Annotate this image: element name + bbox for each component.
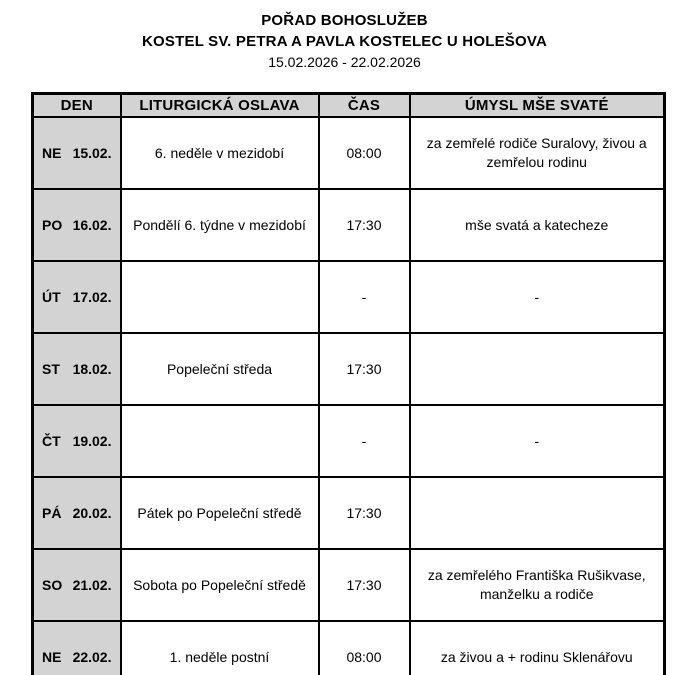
- day-abbrev: ČT: [42, 432, 61, 449]
- table-row: [33, 405, 665, 477]
- day-abbrev: PO: [42, 216, 63, 233]
- day-cell: [33, 549, 121, 621]
- table-row: [33, 477, 665, 549]
- column-header-liturgicka-oslava: LITURGICKÁ OSLAVA: [121, 94, 319, 118]
- day-date: 22.02.: [72, 648, 112, 665]
- time-cell: 17:30: [319, 333, 410, 405]
- celebration-cell: 1. neděle postní: [121, 621, 319, 675]
- time-cell: 17:30: [319, 477, 410, 549]
- day-wrap: [40, 360, 114, 379]
- time-cell: 17:30: [319, 549, 410, 621]
- celebration-cell: Popeleční středa: [121, 333, 319, 405]
- intention-cell: -: [410, 261, 665, 333]
- table-row: [33, 621, 665, 675]
- time-cell: 17:30: [319, 189, 410, 261]
- day-wrap: [40, 576, 114, 595]
- day-date: 17.02.: [72, 288, 112, 305]
- day-cell: [33, 189, 121, 261]
- time-cell: -: [319, 405, 410, 477]
- time-cell: 08:00: [319, 117, 410, 189]
- day-wrap: [40, 648, 114, 667]
- day-cell: [33, 333, 121, 405]
- day-date: 21.02.: [72, 576, 112, 593]
- celebration-cell: [121, 405, 319, 477]
- page-subtitle: KOSTEL SV. PETRA A PAVLA KOSTELEC U HOLEŠOVA: [142, 33, 547, 50]
- day-abbrev: ST: [42, 360, 60, 377]
- table-row: [33, 333, 665, 405]
- table-row: [33, 549, 665, 621]
- column-header-den: DEN: [33, 94, 121, 118]
- intention-cell: mše svatá a katecheze: [410, 189, 665, 261]
- table-row: [33, 189, 665, 261]
- day-date: 18.02.: [72, 360, 112, 377]
- day-abbrev: NE: [42, 648, 62, 665]
- day-wrap: [40, 216, 114, 235]
- day-abbrev: PÁ: [42, 504, 62, 521]
- document-header: [0, 0, 689, 73]
- day-abbrev: ÚT: [42, 288, 61, 305]
- day-cell: [33, 405, 121, 477]
- page-title: POŘAD BOHOSLUŽEB: [261, 12, 428, 29]
- table-row: [33, 117, 665, 189]
- day-abbrev: NE: [42, 144, 62, 161]
- table-header-row: [33, 94, 665, 118]
- day-wrap: [40, 504, 114, 523]
- time-cell: 08:00: [319, 621, 410, 675]
- intention-cell: -: [410, 405, 665, 477]
- celebration-cell: Pátek po Popeleční středě: [121, 477, 319, 549]
- date-range: 15.02.2026 - 22.02.2026: [268, 54, 421, 70]
- table-row: [33, 261, 665, 333]
- column-header-umysl-mse-svate: ÚMYSL MŠE SVATÉ: [410, 94, 665, 118]
- day-wrap: [40, 144, 114, 163]
- intention-cell: [410, 333, 665, 405]
- day-date: 19.02.: [72, 432, 112, 449]
- celebration-cell: 6. neděle v mezidobí: [121, 117, 319, 189]
- day-wrap: [40, 288, 114, 307]
- day-date: 15.02.: [72, 144, 112, 161]
- celebration-cell: [121, 261, 319, 333]
- day-date: 20.02.: [72, 504, 112, 521]
- intention-cell: [410, 477, 665, 549]
- time-cell: -: [319, 261, 410, 333]
- intention-cell: za zemřelého Františka Rušikvase, manželku a rodiče: [410, 549, 665, 621]
- column-header-cas: ČAS: [319, 94, 410, 118]
- day-cell: [33, 477, 121, 549]
- day-wrap: [40, 432, 114, 451]
- celebration-cell: Sobota po Popeleční středě: [121, 549, 319, 621]
- schedule-table: [31, 92, 666, 675]
- day-abbrev: SO: [42, 576, 63, 593]
- intention-cell: za zemřelé rodiče Suralovy, živou a zemřelou rodinu: [410, 117, 665, 189]
- celebration-cell: Pondělí 6. týdne v mezidobí: [121, 189, 319, 261]
- day-cell: [33, 117, 121, 189]
- intention-cell: za živou a + rodinu Sklenářovu: [410, 621, 665, 675]
- day-date: 16.02.: [72, 216, 112, 233]
- day-cell: [33, 261, 121, 333]
- day-cell: [33, 621, 121, 675]
